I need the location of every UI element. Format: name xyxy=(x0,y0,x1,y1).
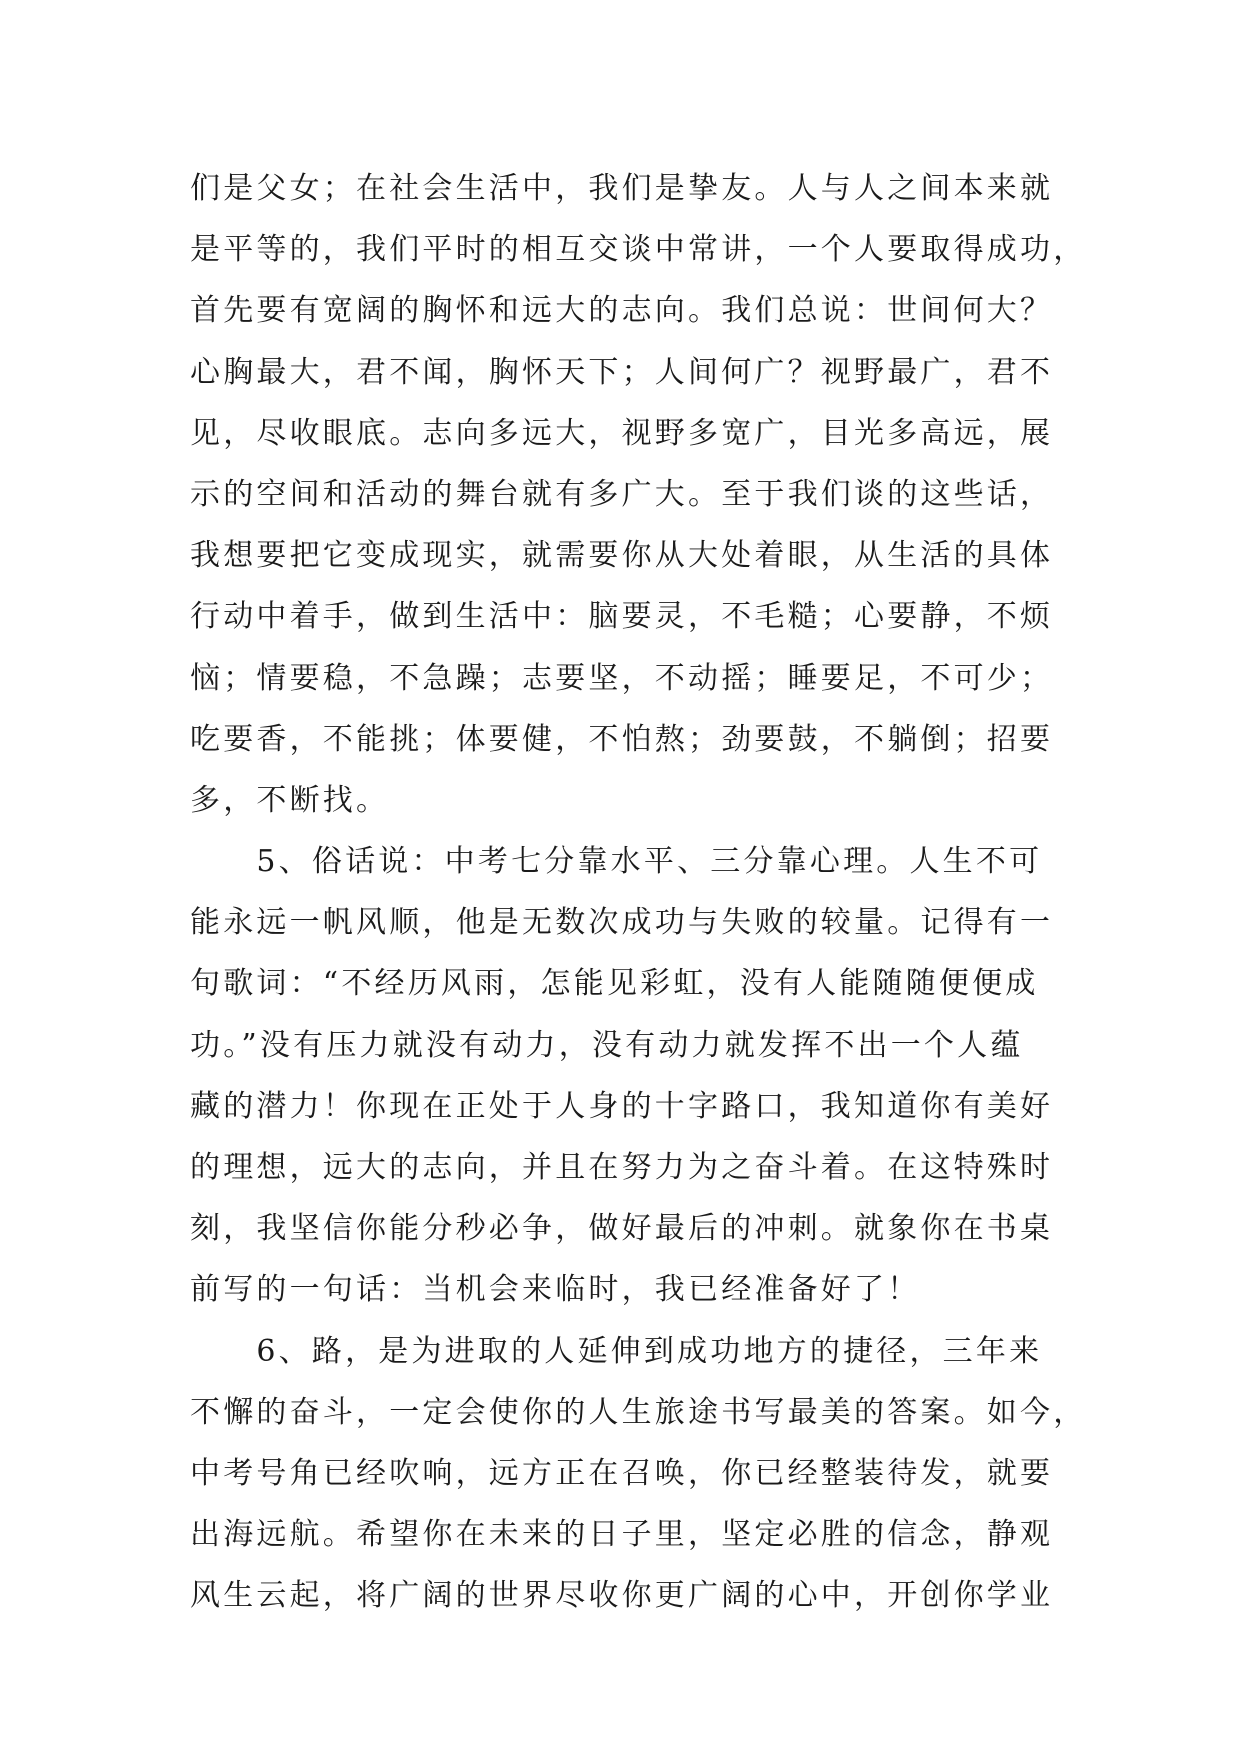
text-line: 我想要把它变成现实，就需要你从大处着眼，从生活的具体 xyxy=(190,538,1054,574)
text-line: 6、路，是为进取的人延伸到成功地方的捷径，三年来 xyxy=(190,1333,1043,1369)
text-line: 句歌词：“不经历风雨，怎能见彩虹，没有人能随随便便成 xyxy=(190,966,1039,1002)
text-line: 刻，我坚信你能分秒必争，做好最后的冲刺。就象你在书桌 xyxy=(190,1211,1054,1247)
text-line: 风生云起，将广阔的世界尽收你更广阔的心中，开创你学业 xyxy=(190,1578,1054,1614)
text-line: 出海远航。希望你在未来的日子里，坚定必胜的信念，静观 xyxy=(190,1517,1054,1553)
text-line: 中考号角已经吹响，远方正在召唤，你已经整装待发，就要 xyxy=(190,1455,1054,1491)
body-text xyxy=(190,158,1087,1627)
text-line: 的理想，远大的志向，并且在努力为之奋斗着。在这特殊时 xyxy=(190,1150,1054,1185)
text-line: 不懈的奋斗，一定会使你的人生旅途书写最美的答案。如今， xyxy=(190,1394,1087,1430)
text-line: 能永远一帆风顺，他是无数次成功与失败的较量。记得有一 xyxy=(190,905,1054,941)
text-line: 恼；情要稳，不急躁；志要坚，不动摇；睡要足，不可少； xyxy=(190,660,1054,696)
text-line: 见，尽收眼底。志向多远大，视野多宽广，目光多高远，展 xyxy=(190,415,1054,451)
text-line: 们是父女；在社会生活中，我们是挚友。人与人之间本来就 xyxy=(190,171,1054,206)
text-line: 功。”没有压力就没有动力，没有动力就发挥不出一个人蕴 xyxy=(190,1027,1024,1063)
text-line: 是平等的，我们平时的相互交谈中常讲，一个人要取得成功， xyxy=(190,232,1087,268)
text-line: 多，不断找。 xyxy=(190,782,390,818)
text-line: 行动中着手，做到生活中：脑要灵，不毛糙；心要静，不烦 xyxy=(190,599,1054,635)
text-line: 吃要香，不能挑；体要健，不怕熬；劲要鼓，不躺倒；招要 xyxy=(190,721,1054,757)
text-line: 示的空间和活动的舞台就有多广大。至于我们谈的这些话， xyxy=(190,476,1054,512)
text-line: 前写的一句话：当机会来临时，我已经准备好了！ xyxy=(190,1272,921,1308)
text-line: 5、俗话说：中考七分靠水平、三分靠心理。人生不可 xyxy=(190,844,1043,880)
text-line: 心胸最大，君不闻，胸怀天下；人间何广？视野最广，君不 xyxy=(190,354,1054,390)
text-line: 藏的潜力！你现在正处于人身的十字路口，我知道你有美好 xyxy=(190,1088,1054,1124)
text-line: 首先要有宽阔的胸怀和远大的志向。我们总说：世间何大？ xyxy=(190,293,1054,329)
